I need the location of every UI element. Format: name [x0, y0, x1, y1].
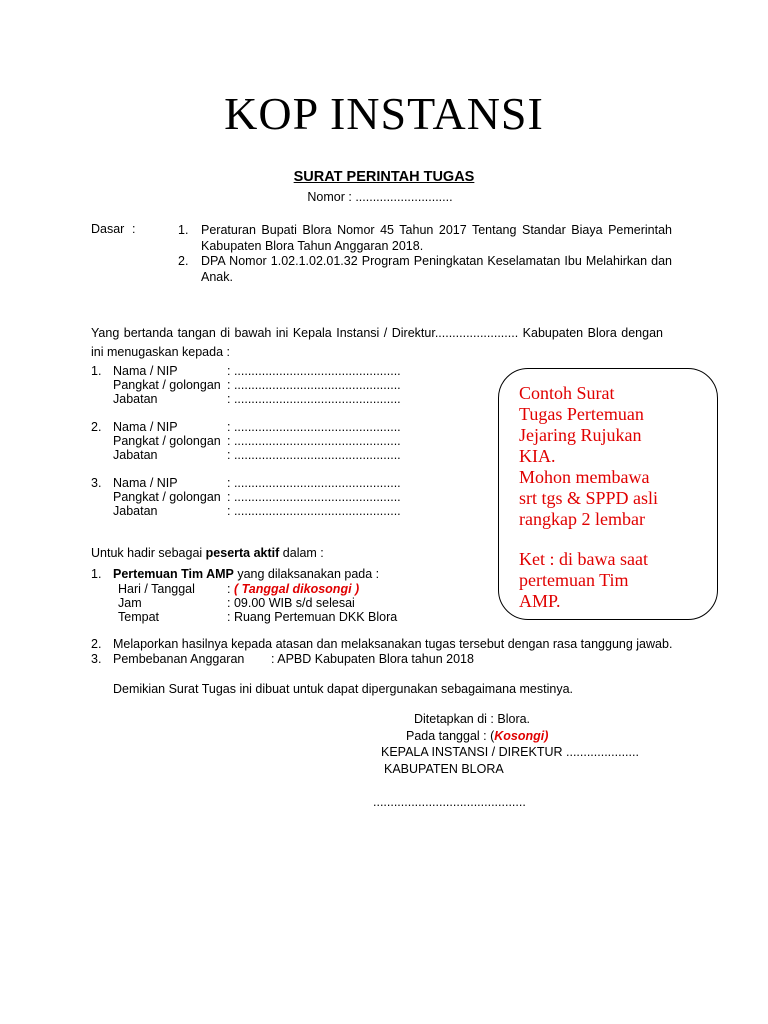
ditetapkan-line: Ditetapkan di : Blora.: [414, 712, 531, 726]
note-text: Contoh Surat Tugas Pertemuan Jejaring Rujukan KIA. Mohon membawa srt tgs & SPPD asli rangkap 2 lembar: [519, 383, 659, 529]
pada-tanggal-line: [406, 729, 548, 744]
person-field-value: : ................................................: [227, 504, 401, 518]
person-field-label: Jabatan: [113, 448, 158, 462]
person-field-value: : ................................................: [227, 490, 401, 504]
hari-label: Hari / Tanggal: [118, 582, 195, 596]
hari-colon: :: [227, 582, 231, 596]
document-title: SURAT PERINTAH TUGAS: [293, 169, 475, 185]
person-field-label: Pangkat / golongan: [113, 490, 221, 504]
attendance-role: peserta aktif: [205, 546, 280, 560]
note-remark: Ket : di bawa saat pertemuan Tim AMP.: [519, 549, 648, 611]
person-number: 1.: [91, 364, 102, 378]
person-number: 3.: [91, 476, 102, 490]
person-field-label: Pangkat / golongan: [113, 378, 221, 392]
task-2-text: Melaporkan hasilnya kepada atasan dan melaksanakan tugas tersebut dengan rasa tanggung jawab.: [113, 637, 673, 651]
letterhead: KOP INSTANSI: [224, 88, 544, 139]
tempat-value: : Ruang Pertemuan DKK Blora: [227, 610, 398, 624]
person-field-value: : ................................................: [227, 378, 401, 392]
date-placeholder: ( Tanggal dikosongi ): [230, 582, 360, 596]
jam-label: Jam: [118, 596, 142, 610]
person-field-value: : ................................................: [227, 476, 401, 490]
meeting-name: Pertemuan Tim AMP: [113, 567, 234, 581]
task-number: 2.: [91, 637, 102, 651]
person-number: 2.: [91, 420, 102, 434]
task-1-line: [113, 567, 379, 582]
closing-statement: Demikian Surat Tugas ini dibuat untuk dapat dipergunakan sebagaimana mestinya.: [113, 682, 574, 696]
dasar-item-text: DPA Nomor 1.02.1.02.01.32 Program Peningkatan Keselamatan Ibu Melahirkan dan Anak.: [201, 254, 672, 284]
pada-tanggal-label: Pada tanggal : (: [406, 729, 495, 743]
dasar-item-text: Peraturan Bupati Blora Nomor 45 Tahun 2017 Tentang Standar Biaya Pemerintah Kabupaten Blora Tahun Anggaran 2018.: [201, 223, 672, 253]
person-field-label: Nama / NIP: [113, 476, 178, 490]
tempat-label: Tempat: [118, 610, 159, 624]
dasar-item-number: 2.: [178, 254, 189, 268]
person-field-value: : ................................................: [227, 364, 401, 378]
document-number: Nomor : ............................: [307, 190, 453, 204]
person-field-label: Nama / NIP: [113, 364, 178, 378]
person-field-label: Nama / NIP: [113, 420, 178, 434]
note-callout: [498, 368, 718, 620]
pada-tanggal-value: Kosongi): [494, 729, 549, 743]
budget-label: Pembebanan Anggaran: [113, 652, 245, 666]
signatory-title: KEPALA INSTANSI / DIREKTUR .....................: [381, 745, 639, 759]
person-field-value: : ................................................: [227, 420, 401, 434]
person-field-label: Pangkat / golongan: [113, 434, 221, 448]
dasar-colon: :: [132, 222, 136, 236]
signatory-office: KABUPATEN BLORA: [384, 762, 504, 776]
person-field-value: : ................................................: [227, 392, 401, 406]
attendance-line: [91, 546, 324, 561]
dasar-label: Dasar: [91, 222, 125, 236]
person-field-value: : ................................................: [227, 448, 401, 462]
task-number: 1.: [91, 567, 102, 581]
hari-value: [227, 582, 359, 597]
jam-value: : 09.00 WIB s/d selesai: [227, 596, 355, 610]
dasar-item-number: 1.: [178, 223, 189, 237]
attendance-post: dalam :: [279, 546, 324, 560]
person-field-label: Jabatan: [113, 392, 158, 406]
meeting-intro: yang dilaksanakan pada :: [233, 567, 380, 581]
person-field-value: : ................................................: [227, 434, 401, 448]
intro-paragraph: Yang bertanda tangan di bawah ini Kepala Instansi / Direktur........................ Kabupaten Blora dengan ini menugaskan kepada :: [91, 326, 663, 359]
signature-line: ............................................: [373, 795, 526, 809]
budget-value: : APBD Kabupaten Blora tahun 2018: [271, 652, 474, 666]
person-field-label: Jabatan: [113, 504, 158, 518]
attendance-pre: Untuk hadir sebagai: [91, 546, 206, 560]
task-number: 3.: [91, 652, 102, 666]
